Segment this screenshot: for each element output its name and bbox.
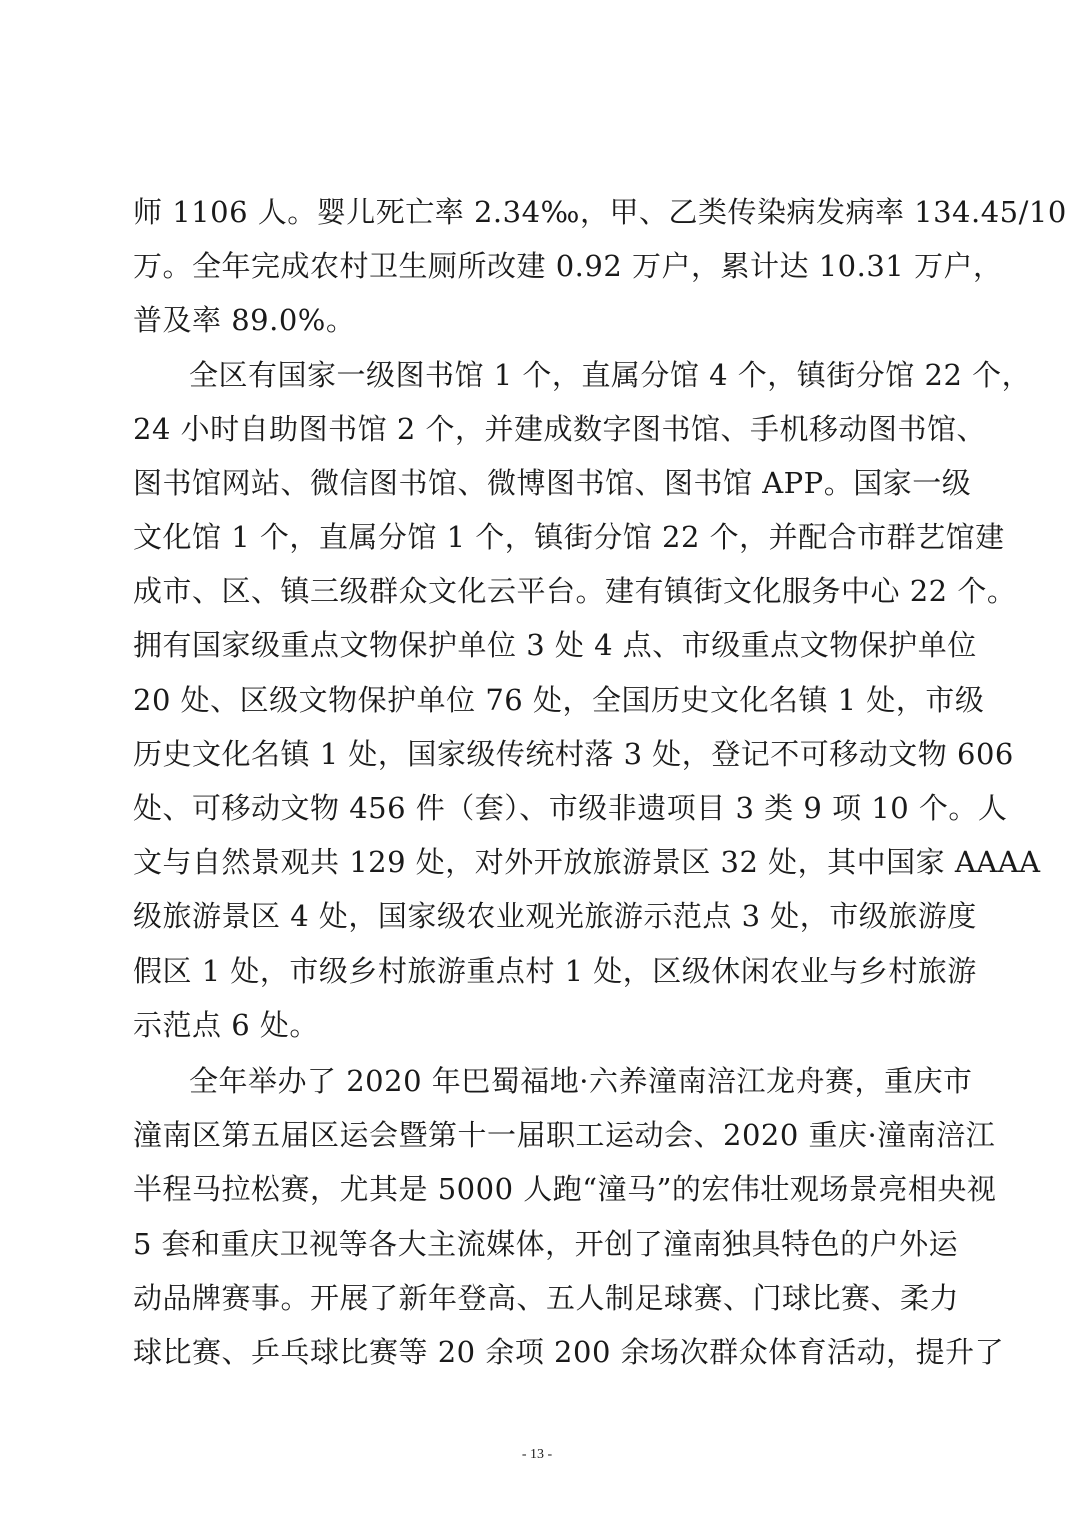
text-line: 20 处、区级文物保护单位 76 处，全国历史文化名镇 1 处，市级 bbox=[133, 683, 985, 717]
text-line: 成市、区、镇三级群众文化云平台。建有镇街文化服务中心 22 个。 bbox=[133, 574, 1017, 608]
text-line: 假区 1 处，市级乡村旅游重点村 1 处，区级休闲农业与乡村旅游 bbox=[133, 954, 977, 988]
text-line: 万。全年完成农村卫生厕所改建 0.92 万户，累计达 10.31 万户， bbox=[133, 249, 1003, 283]
text-line: 师 1106 人。婴儿死亡率 2.34‰，甲、乙类传染病发病率 134.45/10 bbox=[133, 195, 1067, 229]
text-line: 文化馆 1 个，直属分馆 1 个，镇街分馆 22 个，并配合市群艺馆建 bbox=[133, 520, 1005, 554]
text-line: 潼南区第五届区运会暨第十一届职工运动会、2020 重庆·潼南涪江 bbox=[133, 1118, 996, 1152]
text-line: 处、可移动文物 456 件（套）、市级非遗项目 3 类 9 项 10 个。人 bbox=[133, 791, 1008, 825]
text-line: 拥有国家级重点文物保护单位 3 处 4 点、市级重点文物保护单位 bbox=[133, 628, 977, 662]
text-line: 示范点 6 处。 bbox=[133, 1008, 319, 1042]
text-line: 24 小时自助图书馆 2 个，并建成数字图书馆、手机移动图书馆、 bbox=[133, 412, 987, 446]
text-line: 历史文化名镇 1 处，国家级传统村落 3 处，登记不可移动文物 606 bbox=[133, 737, 1014, 771]
text-line: 级旅游景区 4 处，国家级农业观光旅游示范点 3 处，市级旅游度 bbox=[133, 899, 977, 933]
text-line: 球比赛、乒乓球比赛等 20 余项 200 余场次群众体育活动，提升了 bbox=[133, 1335, 1005, 1369]
text-line: 半程马拉松赛，尤其是 5000 人跑“潼马”的宏伟壮观场景亮相央视 bbox=[133, 1172, 997, 1206]
text-line: 动品牌赛事。开展了新年登高、五人制足球赛、门球比赛、柔力 bbox=[133, 1281, 960, 1315]
text-line: 全区有国家一级图书馆 1 个，直属分馆 4 个，镇街分馆 22 个， bbox=[189, 358, 1032, 392]
page-number: - 13 - bbox=[521, 1447, 553, 1462]
text-line: 图书馆网站、微信图书馆、微博图书馆、图书馆 APP。国家一级 bbox=[133, 466, 972, 500]
text-line: 全年举办了 2020 年巴蜀福地·六养潼南涪江龙舟赛，重庆市 bbox=[189, 1064, 973, 1098]
text-line: 普及率 89.0%。 bbox=[133, 303, 356, 337]
text-line: 5 套和重庆卫视等各大主流媒体，开创了潼南独具特色的户外运 bbox=[133, 1227, 959, 1261]
text-line: 文与自然景观共 129 处，对外开放旅游景区 32 处，其中国家 AAAA bbox=[133, 845, 1041, 879]
